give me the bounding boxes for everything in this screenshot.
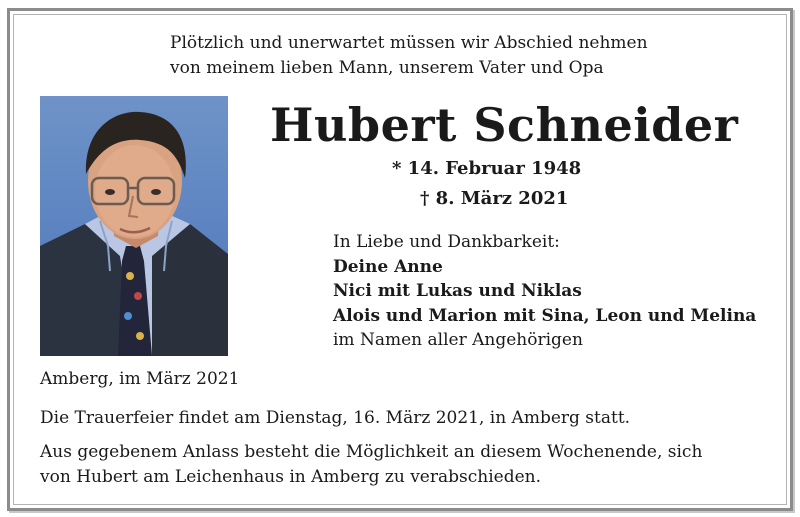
intro-line: Plötzlich und unerwartet müssen wir Abschied nehmen bbox=[170, 33, 648, 53]
farewell-line: von Hubert am Leichenhaus in Amberg zu verabschieden. bbox=[40, 466, 542, 487]
mourners-lead: In Liebe und Dankbarkeit: bbox=[333, 232, 560, 252]
mourner-line: Alois und Marion mit Sina, Leon und Melina bbox=[333, 305, 757, 326]
farewell-info bbox=[40, 440, 780, 489]
death-date: † 8. März 2021 bbox=[420, 188, 569, 209]
farewell-line: Aus gegebenem Anlass besteht die Möglichkeit an diesem Wochenende, sich bbox=[40, 442, 703, 462]
mourner-line: Nici mit Lukas und Niklas bbox=[333, 281, 582, 301]
deceased-name: Hubert Schneider bbox=[270, 98, 739, 152]
funeral-info: Die Trauerfeier findet am Dienstag, 16. März 2021, in Amberg statt. bbox=[40, 408, 631, 428]
portrait-photo bbox=[40, 96, 228, 356]
place-date: Amberg, im März 2021 bbox=[40, 369, 240, 389]
mourners-closing: im Namen aller Angehörigen bbox=[333, 330, 583, 350]
portrait-illustration bbox=[40, 96, 228, 356]
intro-text bbox=[170, 31, 710, 81]
mourners-block bbox=[333, 230, 773, 353]
mourner-line: Deine Anne bbox=[333, 256, 443, 277]
birth-date: * 14. Februar 1948 bbox=[392, 158, 582, 179]
intro-line: von meinem lieben Mann, unserem Vater und Opa bbox=[170, 58, 604, 78]
